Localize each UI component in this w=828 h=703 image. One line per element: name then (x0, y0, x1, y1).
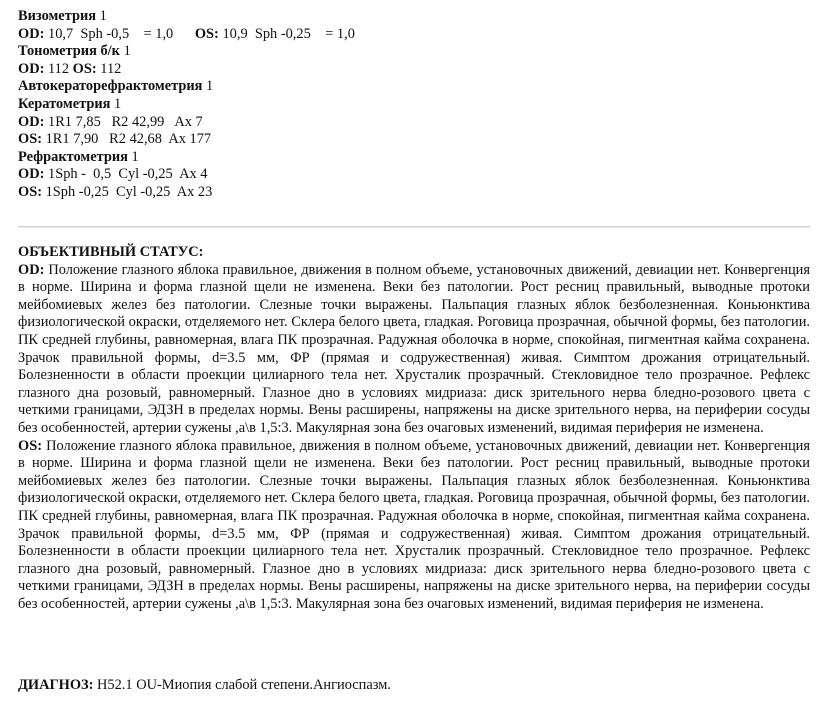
status-od-paragraph (18, 262, 810, 438)
diagnosis-line (18, 677, 391, 695)
keratometry-od-value: 1R1 7,85 R2 42,99 Ax 7 (48, 113, 203, 130)
measurements-block (18, 8, 355, 202)
status-os-text: Положение глазного яблока правильное, движения в полном объеме, установочных движений, девиации нет. Конвергенция в норме. Ширина и форма глазной щели не изменена. Веки без патологии. Рост ресниц правильный, выводные протоки мейбомиевых желез без патологии. Слезные точки выражены. Пальпация глазных яблок безболезненная. Коньюнктива физиологической окраски, отделяемого нет. Склера белого цвета, гладкая. Роговица прозрачная, обычной формы, без патологии. ПК средней глубины, равномерная, влага ПК прозрачная. Радужная оболочка в норме, спокойная, пигментная кайма сохранена. Зрачок правильной формы, d=3.5 мм, ФР (прямая и содружественная) живая. Симптом дрожания отрицательный. Болезненности в области проекции цилиарного тела нет. Хрусталик прозрачный. Стекловидное тело прозрачное. Рефлекс глазного дна розовый, равномерный. Глазное дно в условиях мидриаза: диск зрительного нерва бледно-розового цвета с четкими границами, ЭДЗН в пределах нормы. Вены расширены, напряжены на диске зрительного нерва, на периферии сосуды без особенностей, артерии сужены ,а\в 1,5:3. Макулярная зона без очаговых изменений, видимая периферия не изменена. (18, 437, 810, 612)
autokerato-heading (18, 78, 355, 96)
status-os-paragraph (18, 438, 810, 614)
status-od-text: Положение глазного яблока правильное, движения в полном объеме, установочных движений, девиации нет. Конвергенция в норме. Ширина и форма глазной щели не изменена. Веки без патологии. Рост ресниц правильный, выводные протоки мейбомиевых желез без патологии. Слезные точки выражены. Пальпация глазных яблок безболезненная. Коньюнктива физиологической окраски, отделяемого нет. Склера белого цвета, гладкая. Роговица прозрачная, обычной формы, без патологии. ПК средней глубины, равномерная, влага ПК прозрачная. Радужная оболочка в норме, спокойная, пигментная кайма сохранена. Зрачок правильной формы, d=3.5 мм, ФР (прямая и содружественная) живая. Симптом дрожания отрицательный. Болезненности в области проекции цилиарного тела нет. Хрусталик прозрачный. Стекловидное тело прозрачное. Рефлекс глазного дна розовый, равномерный. Глазное дно в условиях мидриаза: диск зрительного нерва бледно-розового цвета с четкими границами, ЭДЗН в пределах нормы. Вены расширены, напряжены на диске зрительного нерва, на периферии сосуды без особенностей, артерии сужены ,а\в 1,5:3. Макулярная зона без очаговых изменений, видимая периферия не изменена. (18, 261, 810, 436)
tonometry-os-value: 112 (100, 60, 122, 77)
vizometry-heading (18, 8, 355, 26)
refractometry-heading (18, 149, 355, 167)
autokerato-count: 1 (206, 78, 214, 95)
keratometry-count: 1 (114, 95, 122, 112)
refractometry-os-row (18, 184, 355, 202)
keratometry-od-label: OD: (18, 113, 45, 130)
tonometry-od-label: OD: (18, 60, 45, 77)
vizometry-title: Визометрия (18, 8, 97, 24)
status-title: ОБЪЕКТИВНЫЙ СТАТУС: (18, 244, 204, 260)
diagnosis-text: H52.1 OU-Миопия слабой степени.Ангиоспазм. (93, 677, 391, 693)
refractometry-os-label: OS: (18, 183, 42, 200)
tonometry-od-value: 112 (48, 60, 70, 77)
status-od-label: OD: (18, 261, 45, 278)
tonometry-heading (18, 43, 355, 61)
autokerato-title: Автокераторефрактометрия (18, 78, 203, 95)
objective-status (18, 244, 810, 613)
tonometry-count: 1 (123, 43, 131, 60)
refractometry-od-row (18, 166, 355, 184)
vizometry-od-label: OD: (18, 25, 45, 42)
keratometry-os-row (18, 131, 355, 149)
keratometry-heading (18, 96, 355, 114)
keratometry-os-label: OS: (18, 131, 42, 148)
tonometry-os-label: OS: (72, 60, 97, 77)
refractometry-title: Рефрактометрия (18, 148, 128, 165)
diagnosis-label: ДИАГНОЗ: (18, 677, 94, 693)
vizometry-os-value: 10,9 Sph -0,25 = 1,0 (222, 25, 355, 42)
refractometry-os-value: 1Sph -0,25 Cyl -0,25 Ax 23 (45, 183, 213, 200)
tonometry-values (18, 61, 355, 79)
vizometry-os-label: OS: (194, 25, 219, 42)
vizometry-values (18, 26, 355, 44)
vizometry-od-value: 10,7 Sph -0,5 = 1,0 (48, 25, 174, 42)
keratometry-os-value: 1R1 7,90 R2 42,68 Ax 177 (45, 131, 212, 148)
status-os-label: OS: (18, 437, 42, 454)
vizometry-count: 1 (99, 8, 107, 24)
keratometry-title: Кератометрия (18, 95, 111, 112)
refractometry-count: 1 (131, 148, 139, 165)
tonometry-title: Тонометрия б/к (18, 43, 120, 60)
refractometry-od-value: 1Sph - 0,5 Cyl -0,25 Ax 4 (48, 166, 208, 183)
refractometry-od-label: OD: (18, 166, 45, 183)
section-divider (18, 226, 810, 227)
keratometry-od-row (18, 114, 355, 132)
